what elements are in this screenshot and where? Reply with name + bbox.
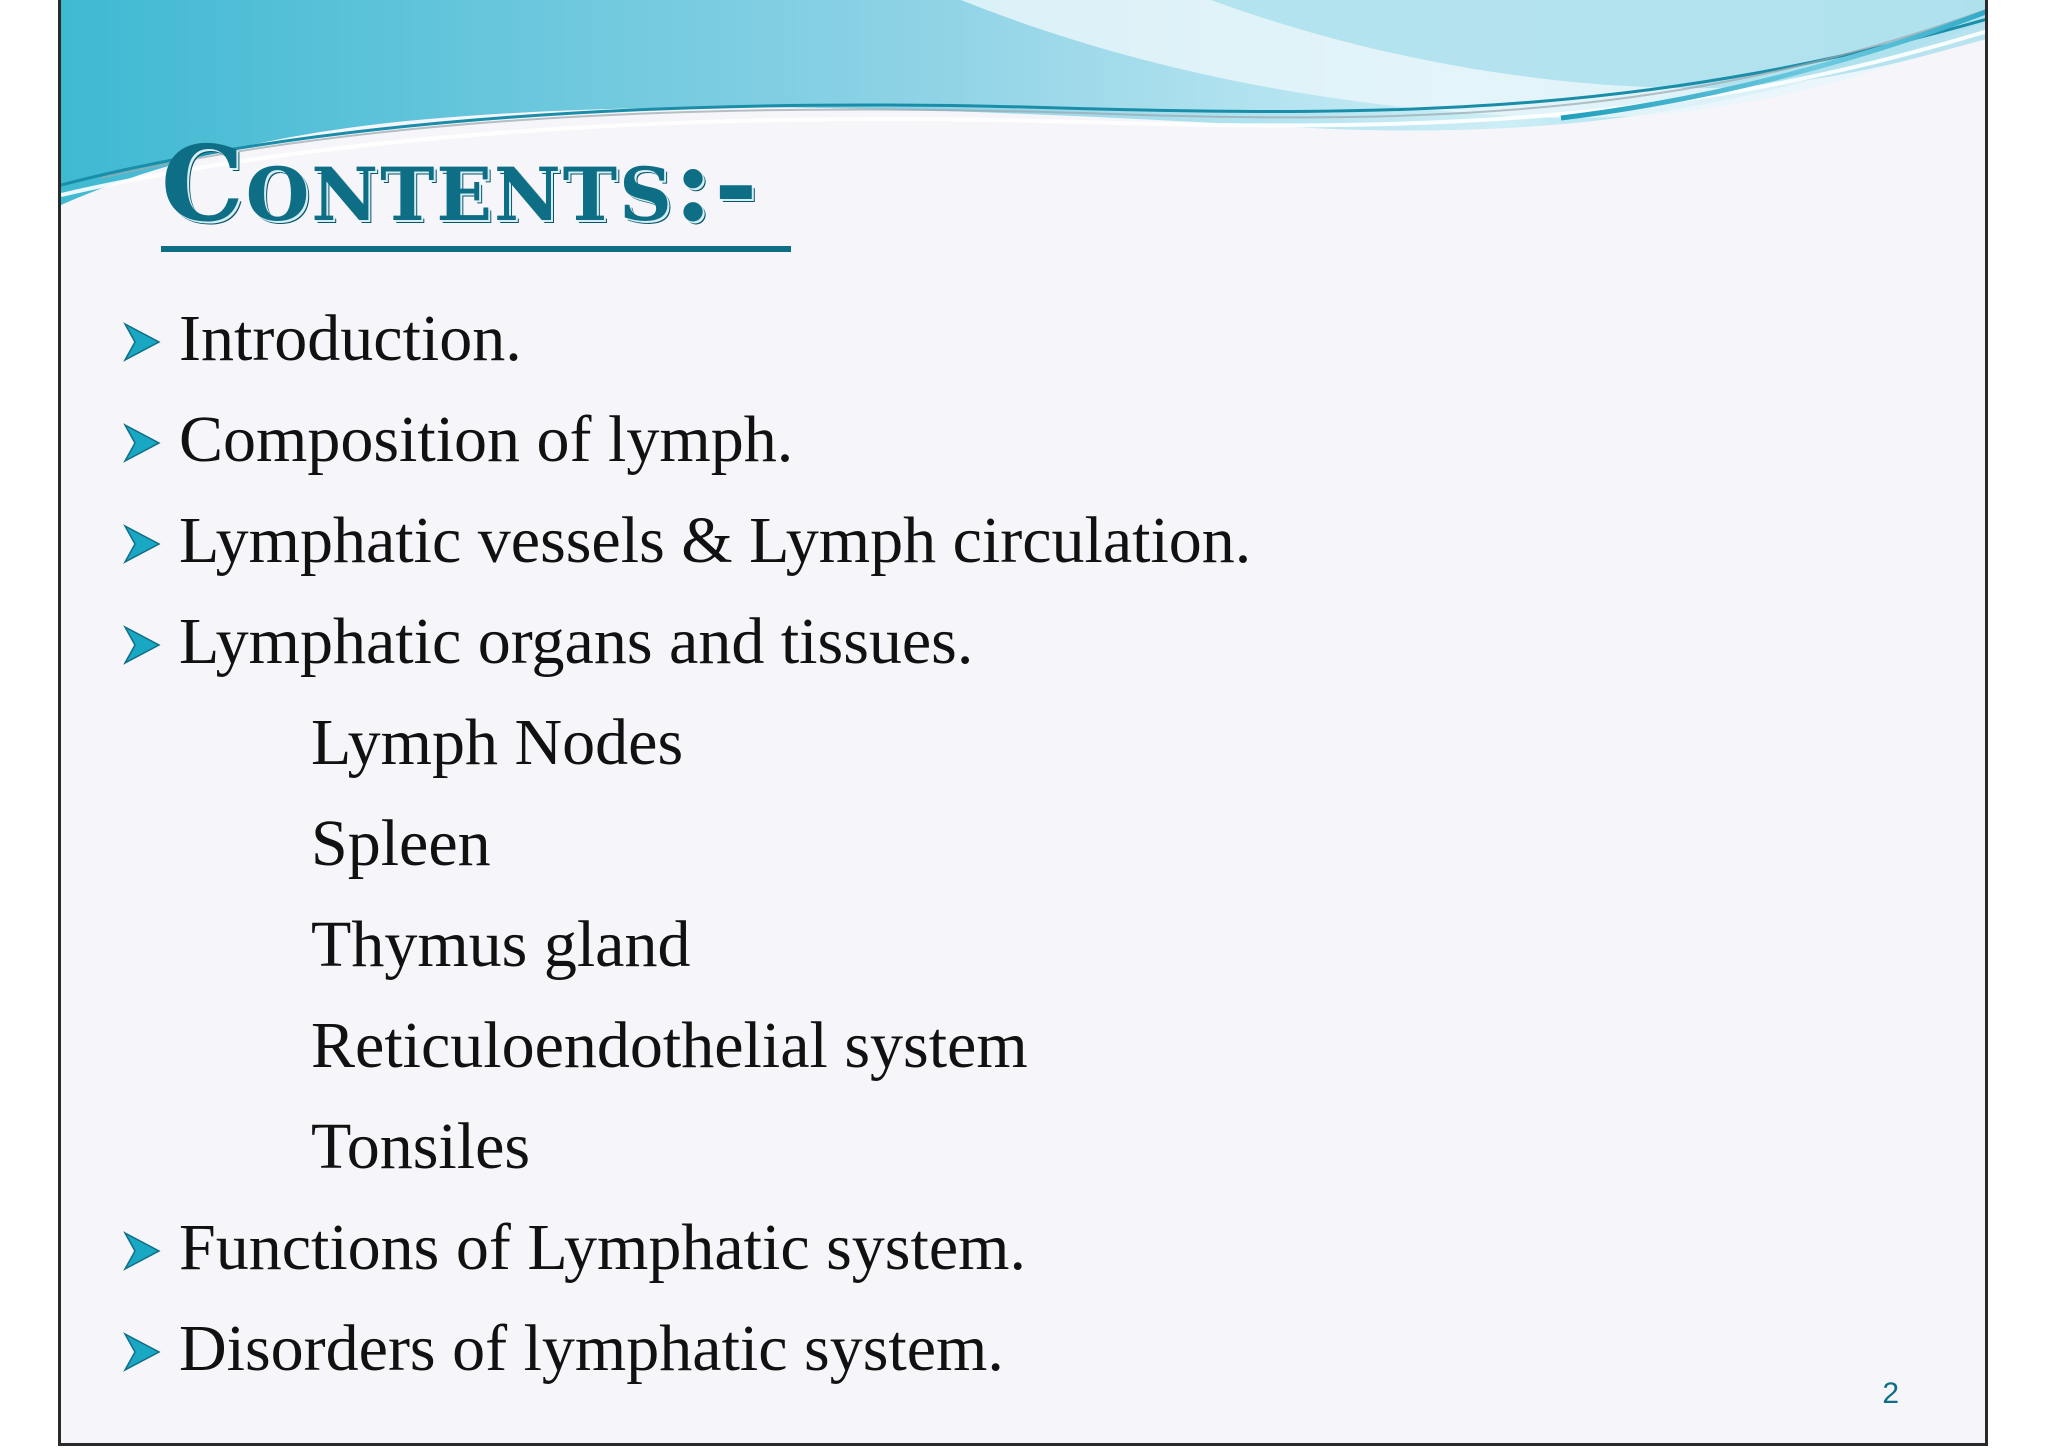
list-item-label: Tonsiles — [311, 1110, 531, 1183]
list-item-label: Lymph Nodes — [311, 706, 684, 779]
arrowhead-bullet-icon — [123, 1231, 161, 1271]
title-underline — [161, 246, 791, 252]
page-number: 2 — [1882, 1377, 1899, 1410]
arrowhead-bullet-icon — [123, 625, 161, 665]
list-item-label: Functions of Lymphatic system. — [179, 1211, 1026, 1284]
arrowhead-bullet-icon — [123, 1332, 161, 1372]
arrowhead-bullet-icon — [123, 524, 161, 564]
list-item-label: Composition of lymph. — [179, 403, 794, 476]
list-item-label: Lymphatic organs and tissues. — [179, 605, 974, 678]
list-item-label: Reticuloendothelial system — [311, 1009, 1028, 1082]
slide — [58, 0, 1988, 1446]
slide-title: Contents:- — [161, 122, 760, 245]
arrowhead-bullet-icon — [123, 322, 161, 362]
list-item-label: Spleen — [311, 807, 491, 880]
list-item-label: Lymphatic vessels & Lymph circulation. — [179, 504, 1252, 577]
list-item-label: Thymus gland — [311, 908, 691, 981]
list-item-label: Disorders of lymphatic system. — [179, 1312, 1004, 1385]
arrowhead-bullet-icon — [123, 423, 161, 463]
list-item-label: Introduction. — [179, 302, 522, 375]
